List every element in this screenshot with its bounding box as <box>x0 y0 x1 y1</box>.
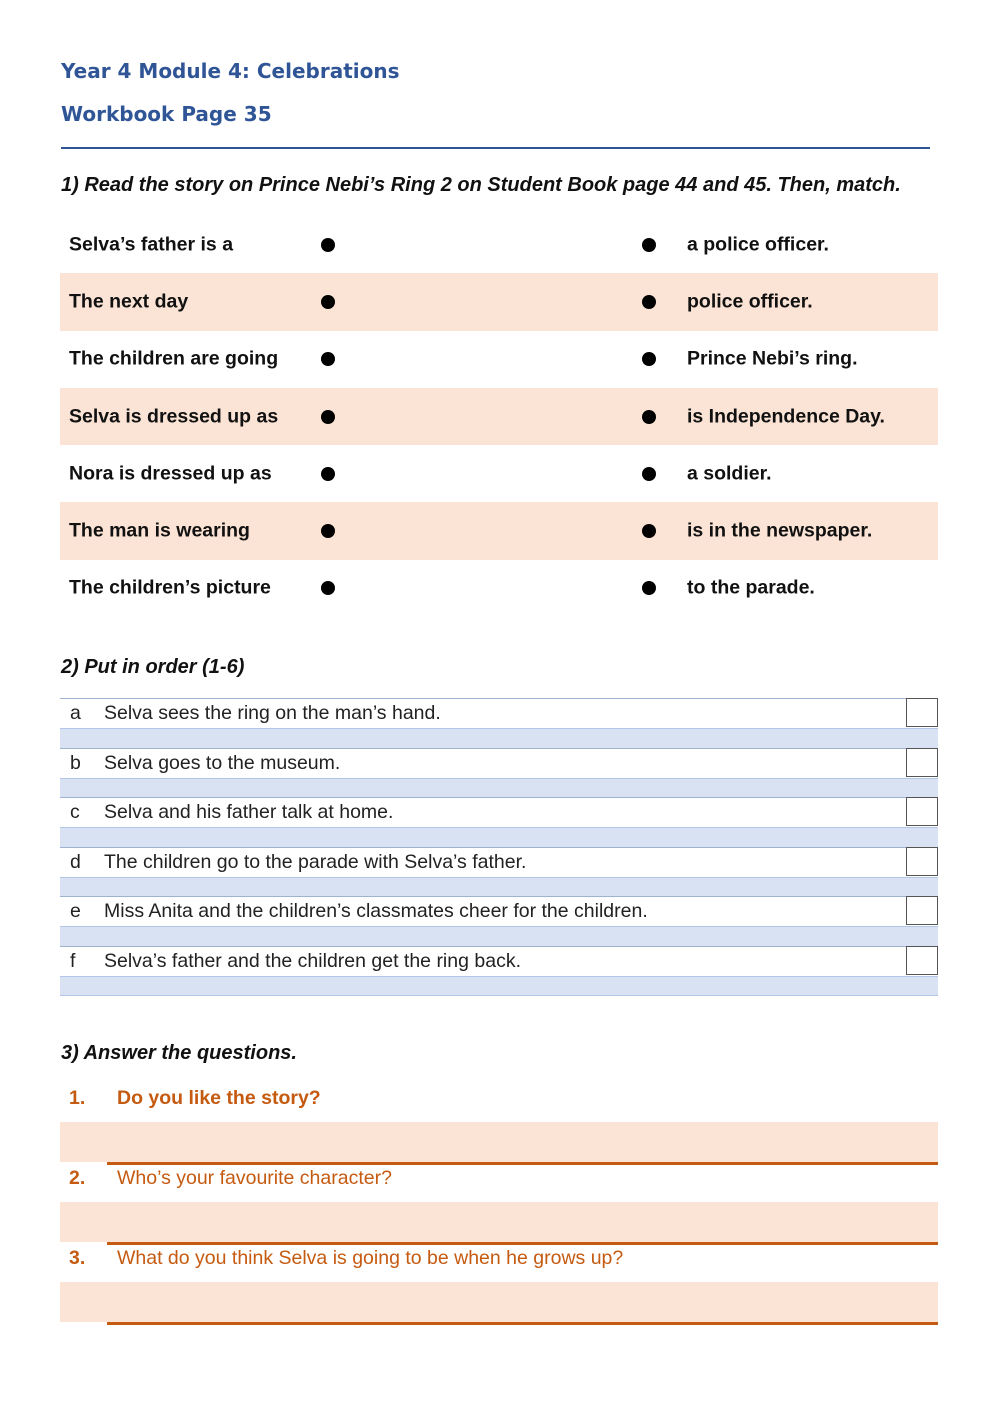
match-left-dot[interactable] <box>321 524 335 538</box>
match-row <box>60 560 938 617</box>
order-item-letter: e <box>70 900 81 922</box>
match-row <box>60 502 938 559</box>
answer-underline <box>107 1242 938 1245</box>
answer-underline <box>107 1322 938 1325</box>
section3-instruction: 3) Answer the questions. <box>61 1042 297 1064</box>
order-item-letter: b <box>70 751 81 774</box>
order-number-box[interactable] <box>906 797 938 826</box>
question-text: Who’s your favourite character? <box>117 1167 392 1189</box>
match-row <box>60 273 938 330</box>
match-left-item: The man is wearing <box>69 519 250 542</box>
match-right-item: a soldier. <box>687 462 772 485</box>
match-left-item: The children’s picture <box>69 576 271 599</box>
question-text: Do you like the story? <box>117 1087 321 1109</box>
match-left-item: Selva is dressed up as <box>69 405 279 428</box>
answer-field[interactable] <box>60 1122 938 1162</box>
match-right-dot[interactable] <box>642 238 656 252</box>
match-row <box>60 331 938 388</box>
question-number: 2. <box>69 1167 86 1189</box>
order-item-letter: d <box>70 850 81 873</box>
section1-instruction: 1) Read the story on Prince Nebi’s Ring 2 on Student Book page 44 and 45. Then, match. <box>61 174 901 196</box>
question-number: 1. <box>69 1087 86 1109</box>
match-right-item: is Independence Day. <box>687 405 885 428</box>
order-list <box>60 698 938 995</box>
match-left-dot[interactable] <box>321 410 335 424</box>
section2-instruction: 2) Put in order (1-6) <box>61 656 245 678</box>
order-item-text: Selva’s father and the children get the ring back. <box>104 949 521 972</box>
match-right-item: a police officer. <box>687 233 829 256</box>
order-item <box>60 847 938 897</box>
match-row <box>60 445 938 502</box>
order-number-box[interactable] <box>906 896 938 925</box>
match-left-dot[interactable] <box>321 238 335 252</box>
match-right-dot[interactable] <box>642 295 656 309</box>
order-list-end-rule <box>60 995 938 996</box>
order-item <box>60 797 938 847</box>
match-left-item: The children are going <box>69 347 279 370</box>
answer-field[interactable] <box>60 1202 938 1242</box>
order-item-text: Selva sees the ring on the man’s hand. <box>104 702 441 724</box>
question-number: 3. <box>69 1247 86 1269</box>
match-right-dot[interactable] <box>642 524 656 538</box>
order-number-box[interactable] <box>906 847 938 876</box>
match-table <box>60 216 938 617</box>
match-right-dot[interactable] <box>642 581 656 595</box>
match-right-dot[interactable] <box>642 352 656 366</box>
order-item <box>60 748 938 798</box>
order-item-letter: f <box>70 949 76 972</box>
order-item-letter: a <box>70 702 81 724</box>
order-number-box[interactable] <box>906 946 938 975</box>
match-left-item: Nora is dressed up as <box>69 462 272 485</box>
order-item <box>60 946 938 996</box>
match-left-item: The next day <box>69 290 189 313</box>
match-right-item: is in the newspaper. <box>687 519 873 542</box>
order-item-text: Selva and his father talk at home. <box>104 801 394 823</box>
page-title: Year 4 Module 4: Celebrations <box>61 59 400 83</box>
match-left-dot[interactable] <box>321 352 335 366</box>
question-text: What do you think Selva is going to be when he grows up? <box>117 1247 624 1269</box>
match-left-item: Selva’s father is a <box>69 233 234 256</box>
match-right-item: police officer. <box>687 290 813 313</box>
order-number-box[interactable] <box>906 698 938 727</box>
match-right-item: Prince Nebi’s ring. <box>687 347 858 370</box>
answer-underline <box>107 1162 938 1165</box>
match-row <box>60 388 938 445</box>
match-right-dot[interactable] <box>642 467 656 481</box>
page-subtitle: Workbook Page 35 <box>61 102 272 126</box>
answer-field[interactable] <box>60 1282 938 1322</box>
match-left-dot[interactable] <box>321 295 335 309</box>
match-left-dot[interactable] <box>321 581 335 595</box>
order-item <box>60 896 938 946</box>
match-left-dot[interactable] <box>321 467 335 481</box>
match-right-dot[interactable] <box>642 410 656 424</box>
match-row <box>60 216 938 273</box>
header-divider <box>61 147 930 149</box>
order-item <box>60 698 938 748</box>
order-item-text: The children go to the parade with Selva’s father. <box>104 850 527 873</box>
order-item-text: Selva goes to the museum. <box>104 751 341 774</box>
order-item-letter: c <box>70 801 80 823</box>
order-number-box[interactable] <box>906 748 938 777</box>
order-item-text: Miss Anita and the children’s classmates cheer for the children. <box>104 900 648 922</box>
match-right-item: to the parade. <box>687 576 815 599</box>
